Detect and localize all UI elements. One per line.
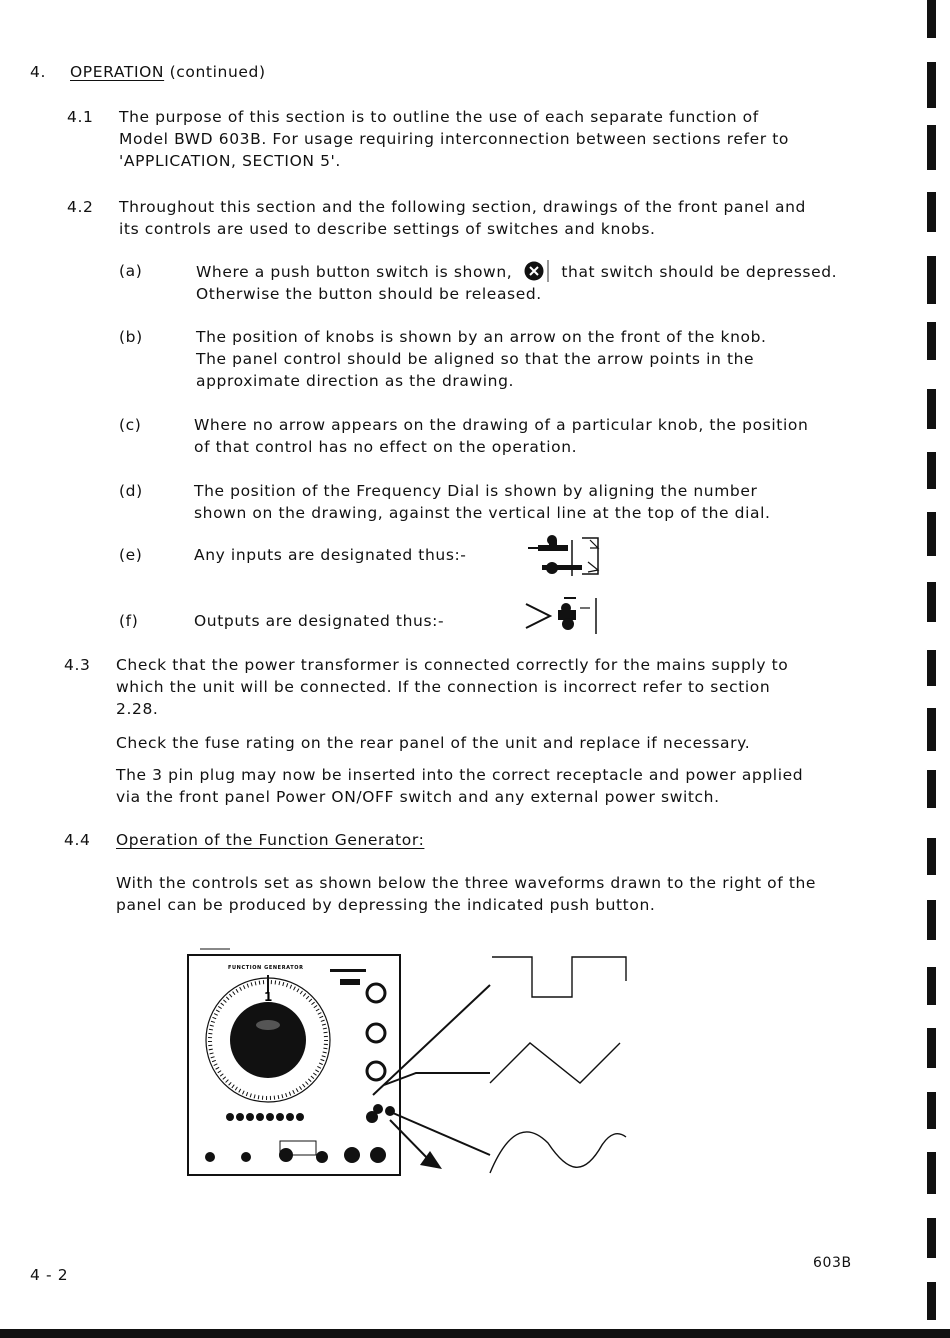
text-span: Where a push button switch is shown, [196, 263, 513, 281]
item-e-text: Any inputs are designated thus:- [194, 546, 467, 564]
margin-bar [927, 62, 936, 108]
text-line: The purpose of this section is to outline the use of each separate function of [119, 108, 759, 126]
item-a-text [196, 260, 837, 305]
margin-bar [927, 125, 936, 170]
text-line: The position of knobs is shown by an arrow on the front of the knob. [196, 328, 767, 346]
text-line: Check that the power transformer is connected correctly for the mains supply to [116, 656, 789, 674]
margin-bar [927, 1092, 936, 1129]
text-line: shown on the drawing, against the vertical line at the top of the dial. [194, 504, 771, 522]
margin-bar [927, 1028, 936, 1068]
triangle-waveform [490, 1043, 620, 1083]
margin-bar [927, 192, 936, 232]
frequency-dial [206, 975, 330, 1102]
text-line: The position of the Frequency Dial is shown by aligning the number [194, 482, 758, 500]
item-label: (d) [119, 482, 143, 500]
subsection-number: 4.1 [67, 108, 94, 126]
paragraph-4-1 [119, 106, 789, 172]
output-connector-icon [524, 594, 600, 638]
margin-bar [927, 452, 936, 489]
section-title: OPERATION [70, 63, 165, 81]
model-number: 603B [813, 1255, 852, 1271]
text-line: The 3 pin plug may now be inserted into the correct receptacle and power applied [116, 766, 804, 784]
text-line: its controls are used to describe settings of switches and knobs. [119, 220, 656, 238]
subsection-number: 4.4 [64, 831, 91, 849]
paragraph-4-2 [119, 196, 806, 240]
text-line: The panel control should be aligned so that the arrow points in the [196, 350, 755, 368]
subsection-number: 4.2 [67, 198, 94, 216]
margin-bar [927, 1152, 936, 1194]
panel-title: FUNCTION GENERATOR [228, 965, 304, 971]
item-f-text: Outputs are designated thus:- [194, 612, 445, 630]
svg-text:1: 1 [264, 990, 273, 1004]
paragraph-4-4 [116, 872, 816, 916]
margin-bar [927, 582, 936, 622]
item-label: (b) [119, 328, 143, 346]
item-c-text [194, 414, 808, 458]
knob [367, 984, 385, 1002]
margin-bar [927, 256, 936, 304]
square-waveform [492, 957, 626, 997]
subsection-title: Operation of the Function Generator: [116, 831, 425, 849]
margin-bar [927, 512, 936, 556]
page-number: 4 - 2 [30, 1266, 69, 1284]
text-span: that switch should be depressed. [561, 263, 838, 281]
depressed-button-icon [520, 260, 554, 282]
text-line: Where no arrow appears on the drawing of a particular knob, the position [194, 416, 809, 434]
front-panel-figure [180, 945, 650, 1185]
text-line [196, 260, 837, 283]
item-label: (f) [119, 612, 139, 630]
text-line: which the unit will be connected. If the connection is incorrect refer to section [116, 678, 771, 696]
bottom-edge-bar [0, 1329, 950, 1338]
text-line: 'APPLICATION, SECTION 5'. [119, 152, 341, 170]
paragraph-4-3-power [116, 764, 803, 808]
subsection-number: 4.3 [64, 656, 91, 674]
text-line: approximate direction as the drawing. [196, 372, 515, 390]
text-line: Throughout this section and the following section, drawings of the front panel and [119, 198, 806, 216]
margin-bar [927, 708, 936, 751]
margin-bar [927, 322, 936, 360]
margin-bar [927, 0, 936, 38]
margin-bar [927, 389, 936, 429]
paragraph-4-3-fuse [116, 732, 750, 754]
knob [367, 1062, 385, 1080]
text-line: 2.28. [116, 700, 159, 718]
section-number: 4. [30, 63, 46, 81]
item-b-text [196, 326, 767, 392]
margin-bar [927, 650, 936, 686]
margin-bar [927, 1282, 936, 1320]
text-line: Otherwise the button should be released. [196, 285, 542, 303]
item-label: (c) [119, 416, 142, 434]
text-line: With the controls set as shown below the three waveforms drawn to the right of the [116, 874, 817, 892]
text-line: Check the fuse rating on the rear panel of the unit and replace if necessary. [116, 734, 751, 752]
item-label: (e) [119, 546, 143, 564]
paragraph-4-3 [116, 654, 788, 720]
margin-bar [927, 838, 936, 875]
knob [367, 1024, 385, 1042]
section-heading [70, 63, 266, 81]
sine-waveform [490, 1132, 626, 1173]
knob [373, 1104, 383, 1114]
text-line: of that control has no effect on the operation. [194, 438, 578, 456]
margin-bar [927, 967, 936, 1005]
item-label: (a) [119, 262, 143, 280]
text-line: Model BWD 603B. For usage requiring interconnection between sections refer to [119, 130, 789, 148]
text-line: via the front panel Power ON/OFF switch and any external power switch. [116, 788, 720, 806]
section-title-suffix: (continued) [169, 63, 266, 81]
input-connector-icon [526, 528, 602, 580]
margin-bar [927, 770, 936, 808]
margin-bar [927, 1218, 936, 1258]
margin-bar [927, 900, 936, 940]
item-d-text [194, 480, 771, 524]
text-line: panel can be produced by depressing the indicated push button. [116, 896, 656, 914]
push-button-row [226, 1113, 304, 1121]
